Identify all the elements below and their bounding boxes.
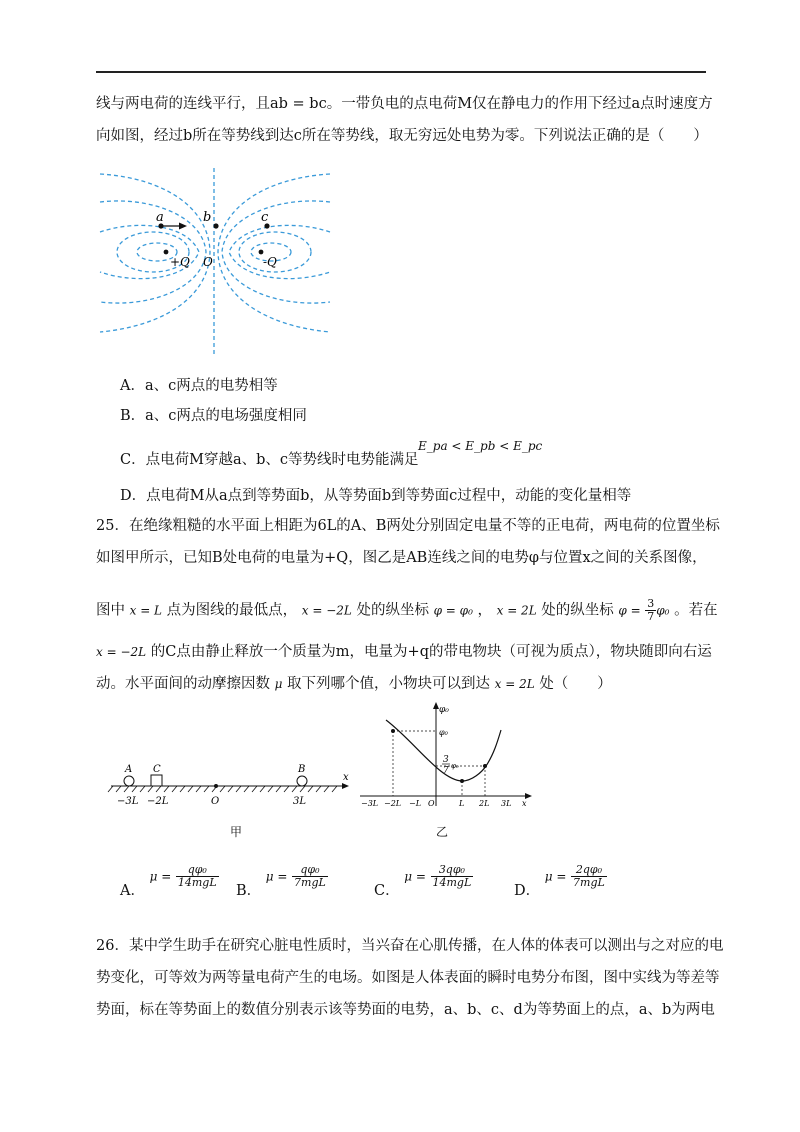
q25-line-2: 如图甲所示，已知B处电荷的电量为+Q，图乙是AB连线之间的电势φ与位置x之间的关系图像，: [96, 550, 707, 566]
q25-text-release: 的C点由静止释放一个质量为m，电量为+q的带电物块（可视为质点），物块随即向右运: [150, 644, 712, 660]
q25-eq-x-2L-b: x = 2L: [494, 677, 535, 691]
label-o: O: [203, 255, 213, 269]
label-A: A: [125, 764, 133, 775]
tick-x: x: [522, 799, 527, 808]
charge-b: [297, 776, 307, 786]
q25-phi0: φ₀: [656, 603, 670, 618]
charge-plus-q: [164, 250, 169, 255]
block-c: [151, 775, 162, 786]
axis-label-phi0: φ₀: [439, 705, 449, 715]
q24-option-a: A．a、c两点的电势相等: [120, 378, 278, 394]
header-rule: [96, 71, 706, 73]
q25-option-a: [120, 863, 219, 899]
q25-line-4: [96, 642, 712, 662]
left-outer-equipotential-2: [100, 201, 206, 303]
label-C: C: [153, 764, 161, 775]
q25-option-d-fraction: $\frac{\text{2qφ₀}}{\text{7mgL}}$: [573, 863, 605, 889]
q24-line-1: 线与两电荷的连线平行，且ab = bc。一带负电的点电荷M仅在静电力的作用下经过a点时速度方: [96, 96, 713, 112]
left-outer-equipotential-1: [100, 225, 199, 278]
x-arrowhead: [342, 783, 349, 789]
tick-frac-phi0: φ₀: [451, 762, 459, 770]
label-b: b: [203, 210, 212, 225]
tick-minus-L: −L: [409, 799, 422, 808]
q25-text-lowest: 点为图线的最低点，: [166, 602, 298, 619]
q25-option-a-label: A．: [120, 882, 145, 899]
tick-L: L: [459, 799, 465, 808]
q25-option-b: [236, 863, 328, 899]
q24-figure: [95, 168, 335, 358]
tick-3L: 3L: [293, 796, 307, 807]
caption-jia: 甲: [230, 825, 243, 839]
q25-option-c-mu: μ =: [404, 869, 426, 884]
q24-option-c-text: C．点电荷M穿越a、b、c等势线时电势能满足: [120, 452, 419, 468]
label-plus-q: +Q: [170, 255, 190, 269]
q25-option-a-fraction: $\frac{\text{qφ₀}}{\text{14mgL}}$: [177, 863, 217, 889]
tick-minus-3L: −3L: [117, 796, 139, 807]
q25-text-friction: 动。水平面间的动摩擦因数: [96, 676, 270, 692]
q24-option-c-formula: E_pa < E_pb < E_pc: [418, 439, 543, 453]
q25-eq-x-2L: x = 2L: [496, 603, 537, 618]
caption-yi: 乙: [436, 825, 449, 839]
tick-frac-7: 7: [443, 766, 449, 776]
velocity-arrowhead: [179, 223, 187, 230]
q24-line-2: 向如图，经过b所在等势线到达c所在等势线，取无穷远处电势为零。下列说法正确的是（ ）: [96, 128, 708, 144]
left-outer-equipotential-3: [100, 174, 210, 332]
curve-point-L: [460, 779, 464, 783]
charge-a: [124, 776, 134, 786]
right-outer-equipotential-2: [222, 201, 330, 303]
q25-text-paren: 处（ ）: [539, 676, 612, 692]
point-b: [213, 223, 218, 228]
q25-line-1: 25．在绝缘粗糙的水平面上相距为6L的A、B两处分别固定电量不等的正电荷，两电荷的位置坐标: [96, 518, 720, 534]
q24-option-d: D．点电荷M从a点到等势面b，从等势面b到等势面c过程中，动能的变化量相等: [120, 488, 632, 504]
q24-option-b: B．a、c两点的电场强度相同: [120, 408, 307, 424]
right-outer-equipotential-1: [229, 225, 330, 278]
label-c: c: [261, 210, 269, 225]
label-x: x: [343, 772, 349, 783]
q25-text-ruozai: 。若在: [674, 602, 718, 619]
q25-line-3: [96, 598, 718, 623]
label-B: B: [298, 764, 306, 775]
curve-point-2L: [483, 764, 487, 768]
q25-option-c-label: C．: [374, 882, 400, 899]
q25-line-5: [96, 674, 612, 694]
origin-dot: [214, 784, 218, 788]
q25-figure-yi: [360, 700, 540, 812]
q25-fraction-3-7: $\frac{3}{7}$: [647, 597, 655, 623]
tick-3L: 3L: [501, 799, 512, 808]
q25-eq-phi: φ =: [618, 603, 641, 618]
q26-line-3: 势面，标在等势面上的数值分别表示该等势面的电势，a、b、c、d为等势面上的点，a、b为两电: [96, 1002, 715, 1018]
tick-minus-2L: −2L: [147, 796, 169, 807]
q25-option-d: [514, 863, 607, 899]
q25-eq-x-minus-2L-b: x = −2L: [96, 645, 147, 659]
q25-option-c: [374, 863, 473, 899]
q25-option-b-fraction: $\frac{\text{qφ₀}}{\text{7mgL}}$: [294, 863, 326, 889]
q25-option-d-mu: μ =: [544, 869, 567, 884]
q25-option-a-mu: μ =: [149, 869, 172, 884]
tick-O: O: [211, 796, 220, 807]
charge-minus-q: [259, 250, 264, 255]
q25-text-tuzhong: 图中: [96, 602, 125, 619]
q25-text-ordinate-1: 处的纵坐标: [356, 602, 429, 619]
q25-option-b-mu: μ =: [265, 869, 288, 884]
label-minus-q: -Q: [263, 255, 277, 269]
q25-eq-x-L: x = L: [129, 603, 163, 618]
q25-option-b-label: B．: [236, 882, 262, 899]
tick-2L: 2L: [479, 799, 490, 808]
tick-phi0: φ₀: [439, 728, 448, 737]
q25-text-ordinate-2: 处的纵坐标: [541, 602, 614, 619]
q25-option-c-fraction: $\frac{\text{3qφ₀}}{\text{14mgL}}$: [432, 863, 472, 889]
q26-line-2: 势变化，可等效为两等量电荷产生的电场。如图是人体表面的瞬时电势分布图，图中实线为等差等: [96, 970, 720, 986]
q25-eq-x-minus-2L: x = −2L: [301, 603, 352, 618]
label-a: a: [156, 210, 164, 225]
tick-frac-3: 3: [443, 755, 449, 765]
q25-text-which-value: 取下列哪个值，小物块可以到达: [287, 676, 491, 692]
q24-option-c: [120, 450, 419, 470]
right-outer-equipotential-3: [218, 174, 330, 332]
tick-minus-3L: −3L: [361, 799, 379, 808]
q25-eq-phi-phi0: φ = φ₀: [433, 603, 473, 618]
tick-O: O: [428, 799, 435, 808]
q25-option-d-label: D．: [514, 882, 541, 899]
tick-minus-2L: −2L: [384, 799, 402, 808]
q26-line-1: 26．某中学生助手在研究心脏电性质时，当兴奋在心肌传播，在人体的体表可以测出与之对应的电: [96, 938, 724, 954]
curve-point-minus-2L: [391, 729, 395, 733]
q25-mu: μ: [274, 677, 283, 691]
q25-comma: ，: [477, 602, 492, 619]
